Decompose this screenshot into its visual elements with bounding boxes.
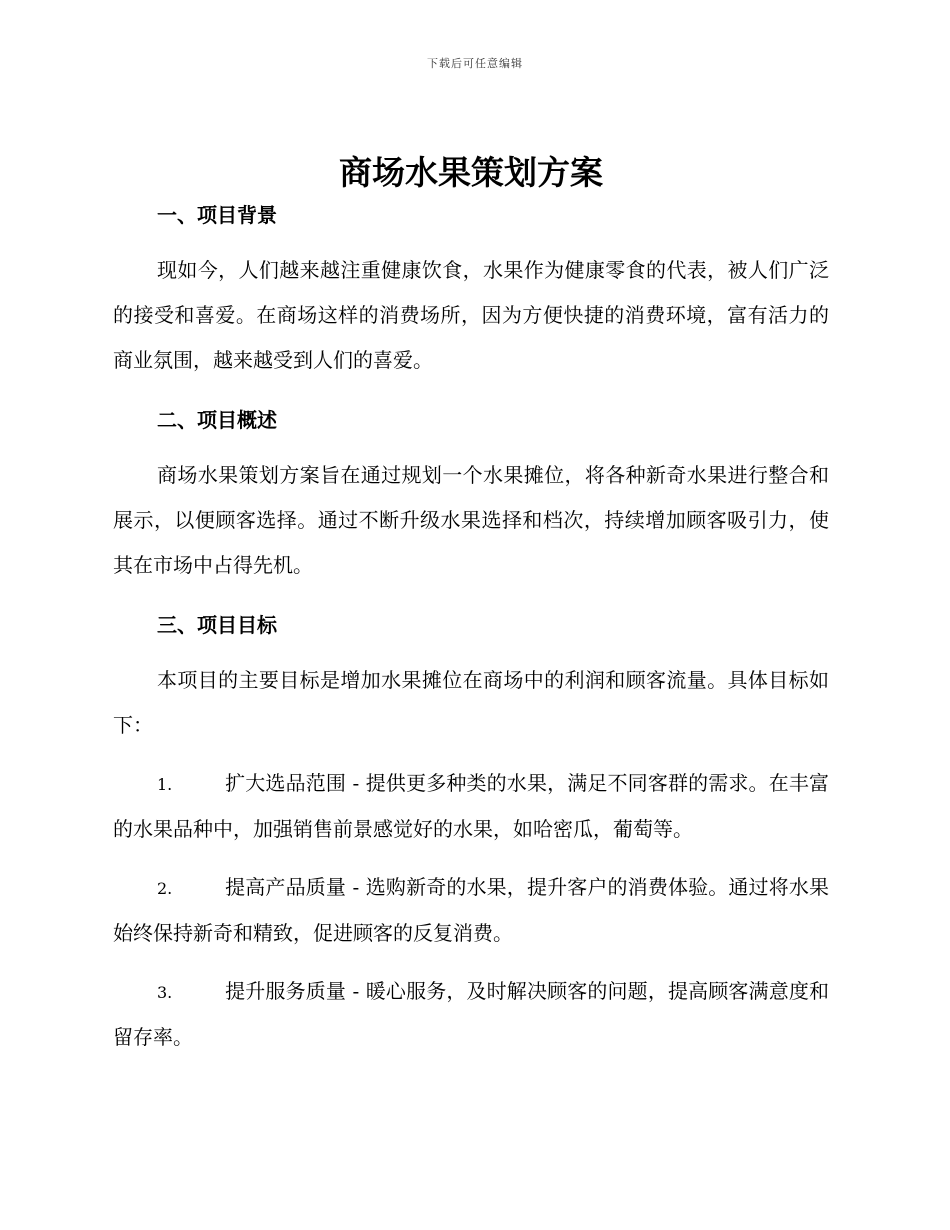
goal-list-item: [113, 865, 829, 956]
section-heading: 一、项目背景: [157, 203, 277, 227]
goal-list-item: [113, 969, 829, 1060]
header-note: 下载后可任意编辑: [427, 57, 523, 70]
section-paragraph: 现如今，人们越来越注重健康饮食，水果作为健康零食的代表，被人们广泛的接受和喜爱。在商场这样的消费场所，因为方便快捷的消费环境，富有活力的商业氛围，越来越受到人们的喜爱。: [113, 258, 829, 372]
goal-number: 1.: [157, 775, 173, 794]
document-body: [113, 150, 829, 1060]
goal-text: 扩大选品范围 - 提供更多种类的水果，满足不同客群的需求。在丰富的水果品种中，加强销售前景感觉好的水果，如哈密瓜，葡萄等。: [113, 771, 829, 841]
section-paragraph: 本项目的主要目标是增加水果摊位在商场中的利润和顾客流量。具体目标如下：: [113, 668, 829, 737]
goal-list-item: [113, 761, 829, 852]
section-heading: 二、项目概述: [157, 408, 277, 432]
section-goals: [113, 610, 829, 1060]
goal-text: 提升服务质量 - 暖心服务，及时解决顾客的问题，提高顾客满意度和留存率。: [113, 979, 829, 1049]
goal-number: 3.: [157, 983, 173, 1002]
section-background: [113, 200, 829, 383]
section-paragraph: 商场水果策划方案旨在通过规划一个水果摊位，将各种新奇水果进行整合和展示，以便顾客选择。通过不断升级水果选择和档次，持续增加顾客吸引力，使其在市场中占得先机。: [113, 463, 829, 577]
document-title: 商场水果策划方案: [339, 153, 603, 192]
section-heading: 三、项目目标: [157, 613, 277, 637]
section-overview: [113, 405, 829, 588]
goal-number: 2.: [157, 879, 173, 898]
goal-text: 提高产品质量 - 选购新奇的水果，提升客户的消费体验。通过将水果始终保持新奇和精致，促进顾客的反复消费。: [113, 875, 829, 945]
